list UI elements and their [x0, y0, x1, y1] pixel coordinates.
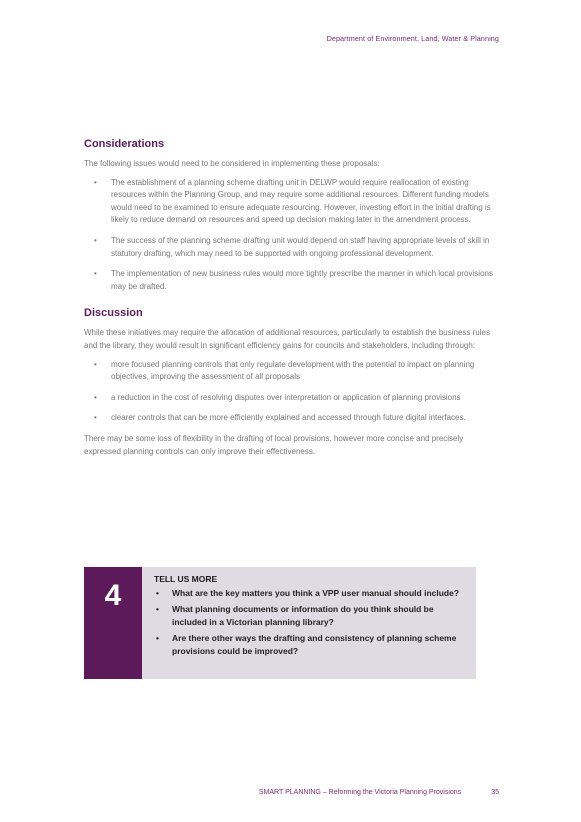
list-item: • The success of the planning scheme drafting unit would depend on staff having appropriate levels of skill in statutory drafting, which may need to be supported with ongoing professional development. — [84, 235, 496, 260]
question-item: • What are the key matters you think a VPP user manual should include? — [154, 587, 466, 600]
list-item: • clearer controls that can be more efficiently explained and accessed through future digital interfaces. — [84, 412, 496, 425]
list-item: • more focused planning controls that only regulate development with the potential to impact on planning objectives, improving the assessment of all proposals — [84, 359, 496, 384]
list-item: • The implementation of new business rules would more tightly prescribe the manner in which local provisions may be drafted. — [84, 268, 496, 293]
callout-title: TELL US MORE — [154, 574, 218, 584]
considerations-heading: Considerations — [84, 138, 165, 150]
discussion-closing: There may be some loss of flexibility in the drafting of local provisions, however more concise and precisely expressed planning controls can only improve their effectiveness. — [84, 433, 464, 456]
department-header: Department of Environment, Land, Water & Planning — [326, 34, 499, 43]
main-content — [84, 138, 496, 458]
list-item: • The establishment of a planning scheme drafting unit in DELWP would require reallocation of existing resources within the Planning Group, and may require some additional resources. Different funding models would need to be examined to ensure adequate resourcing. However, investing effort in the initial drafting is likely to reduce demand on resources and speed up decision making later in the amendment process. — [84, 177, 496, 227]
tell-us-more-callout — [84, 567, 476, 679]
page-footer — [259, 789, 499, 796]
callout-question-list — [154, 587, 466, 658]
callout-number: 4 — [84, 567, 142, 679]
discussion-list — [84, 359, 496, 425]
footer-title: SMART PLANNING – Reforming the Victoria Planning Provisions — [258, 789, 462, 796]
considerations-list — [84, 177, 496, 294]
page-number: 35 — [491, 789, 499, 796]
question-item: • Are there other ways the drafting and consistency of planning scheme provisions could be improved? — [154, 632, 466, 658]
discussion-heading: Discussion — [84, 307, 143, 320]
callout-body — [142, 567, 476, 679]
discussion-intro: While these initiatives may require the allocation of additional resources, particularly to establish the business rules and the library, they would result in significant efficiency gains for councils and stakeholders, including through: — [84, 328, 490, 350]
considerations-intro: The following issues would need to be considered in implementing these proposals: — [84, 159, 380, 168]
list-item: • a reduction in the cost of resolving disputes over interpretation or application of planning provisions — [84, 392, 496, 405]
question-item: • What planning documents or information do you think should be included in a Victorian planning library? — [154, 603, 466, 629]
